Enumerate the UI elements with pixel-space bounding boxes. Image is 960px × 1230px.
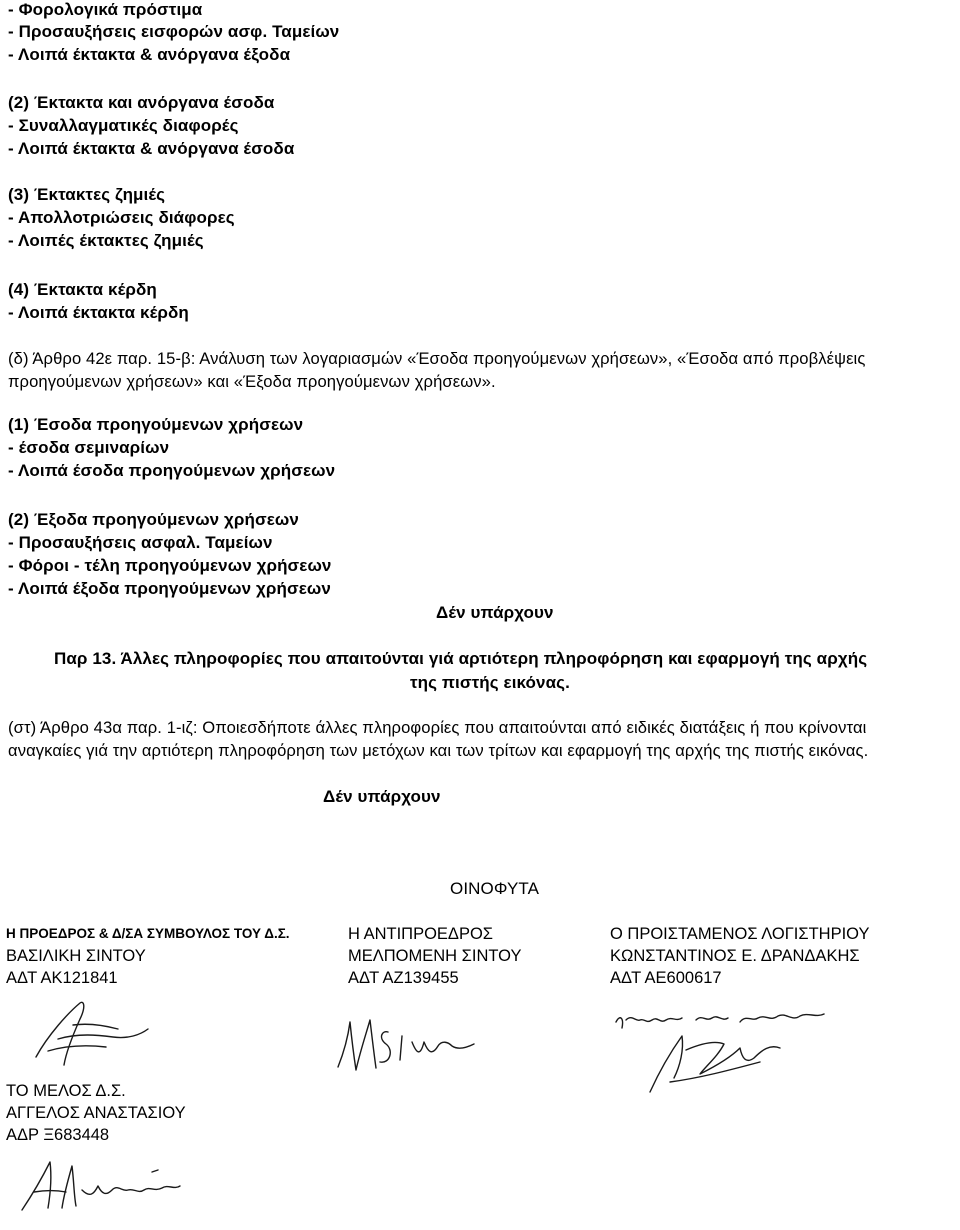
signatory-title: ΤΟ ΜΕΛΟΣ Δ.Σ. <box>6 1082 126 1100</box>
signatory-id: ΑΔΤ ΑΚ121841 <box>6 969 118 987</box>
list-item: - Συναλλαγματικές διαφορές <box>8 116 239 135</box>
signatory-name: ΒΑΣΙΛΙΚΗ ΣΙΝΤΟΥ <box>6 947 146 965</box>
signatory-name: ΜΕΛΠΟΜΕΝΗ ΣΙΝΤΟΥ <box>348 947 522 965</box>
list-item: - Λοιπά έξοδα προηγούμενων χρήσεων <box>8 579 331 598</box>
section-paragraph-line: (δ) Άρθρο 42ε παρ. 15-β: Ανάλυση των λογαριασμών «Έσοδα προηγούμενων χρήσεων», «Έσοδα από προβλέψεις <box>8 349 866 368</box>
par13-heading-line: Παρ 13. Άλλες πληροφορίες που απαιτούνται γιά αρτιότερη πληροφόρηση και εφαρμογή της αρχής <box>54 649 868 668</box>
list-item: - Λοιπά έκτακτα & ανόργανα έσοδα <box>8 139 295 158</box>
signatory-accountant <box>610 923 869 989</box>
none-notice: Δέν υπάρχουν <box>436 603 554 622</box>
signature-vice-president <box>330 1012 490 1082</box>
signatory-president <box>6 923 290 989</box>
signatory-name: ΚΩΝΣΤΑΝΤΙΝΟΣ Ε. ΔΡΑΝΔΑΚΗΣ <box>610 947 860 965</box>
signatory-name: ΑΓΓΕΛΟΣ ΑΝΑΣΤΑΣΙΟΥ <box>6 1104 186 1122</box>
signatory-id: ΑΔΡ Ξ683448 <box>6 1126 110 1144</box>
list-item: - Λοιπά έκτακτα κέρδη <box>8 303 189 322</box>
signature-member <box>12 1150 187 1225</box>
none-notice: Δέν υπάρχουν <box>323 787 441 806</box>
place-name: ΟΙΝΟΦΥΤΑ <box>450 879 540 898</box>
signatory-id: ΑΔΤ ΑΕ600617 <box>610 969 722 987</box>
list-item: - Απολλοτριώσεις διάφορες <box>8 208 235 227</box>
list-item: - Φόροι - τέλη προηγούμενων χρήσεων <box>8 556 332 575</box>
signatory-title: Η ΑΝΤΙΠΡΟΕΔΡΟΣ <box>348 925 493 943</box>
list-item: - Προσαυξήσεις εισφορών ασφ. Ταμείων <box>8 22 340 41</box>
group-heading: (4) Έκτακτα κέρδη <box>8 280 157 299</box>
section-paragraph-line: προηγούμενων χρήσεων» και «Έξοδα προηγούμενων χρήσεων». <box>8 372 496 391</box>
section-paragraph-line: (στ) Άρθρο 43α παρ. 1-ιζ: Οποιεσδήποτε άλλες πληροφορίες που απαιτούνται από ειδικές διατάξεις ή που κρίνονται <box>8 718 867 737</box>
list-item: - Λοιπές έκτακτες ζημιές <box>8 231 204 250</box>
group-heading: (2) Έξοδα προηγούμενων χρήσεων <box>8 510 299 529</box>
par13-heading-line: της πιστής εικόνας. <box>410 673 570 692</box>
signatory-member <box>6 1080 186 1146</box>
signature-accountant <box>610 1000 840 1100</box>
signatory-title: Ο ΠΡΟΙΣΤΑΜΕΝΟΣ ΛΟΓΙΣΤΗΡΙΟΥ <box>610 925 870 943</box>
list-item: - Λοιπά έκτακτα & ανόργανα έξοδα <box>8 45 291 64</box>
list-item: - έσοδα σεμιναρίων <box>8 438 170 457</box>
signature-president <box>28 995 158 1075</box>
list-item: - Φορολογικά πρόστιμα <box>8 0 203 19</box>
signatory-vice-president <box>348 923 521 989</box>
group-heading: (1) Έσοδα προηγούμενων χρήσεων <box>8 415 304 434</box>
group-heading: (2) Έκτακτα και ανόργανα έσοδα <box>8 93 275 112</box>
list-item: - Λοιπά έσοδα προηγούμενων χρήσεων <box>8 461 336 480</box>
signatory-id: ΑΔΤ ΑΖ139455 <box>348 969 459 987</box>
section-paragraph-line: αναγκαίες γιά την αρτιότερη πληροφόρηση των μετόχων και των τρίτων και εφαρμογή της αρχής της πιστής εικόνας. <box>8 741 869 760</box>
list-item: - Προσαυξήσεις ασφαλ. Ταμείων <box>8 533 273 552</box>
group-heading: (3) Έκτακτες ζημιές <box>8 185 166 204</box>
signatory-title: Η ΠΡΟΕΔΡΟΣ & Δ/ΣΑ ΣΥΜΒΟΥΛΟΣ ΤΟΥ Δ.Σ. <box>6 926 290 941</box>
